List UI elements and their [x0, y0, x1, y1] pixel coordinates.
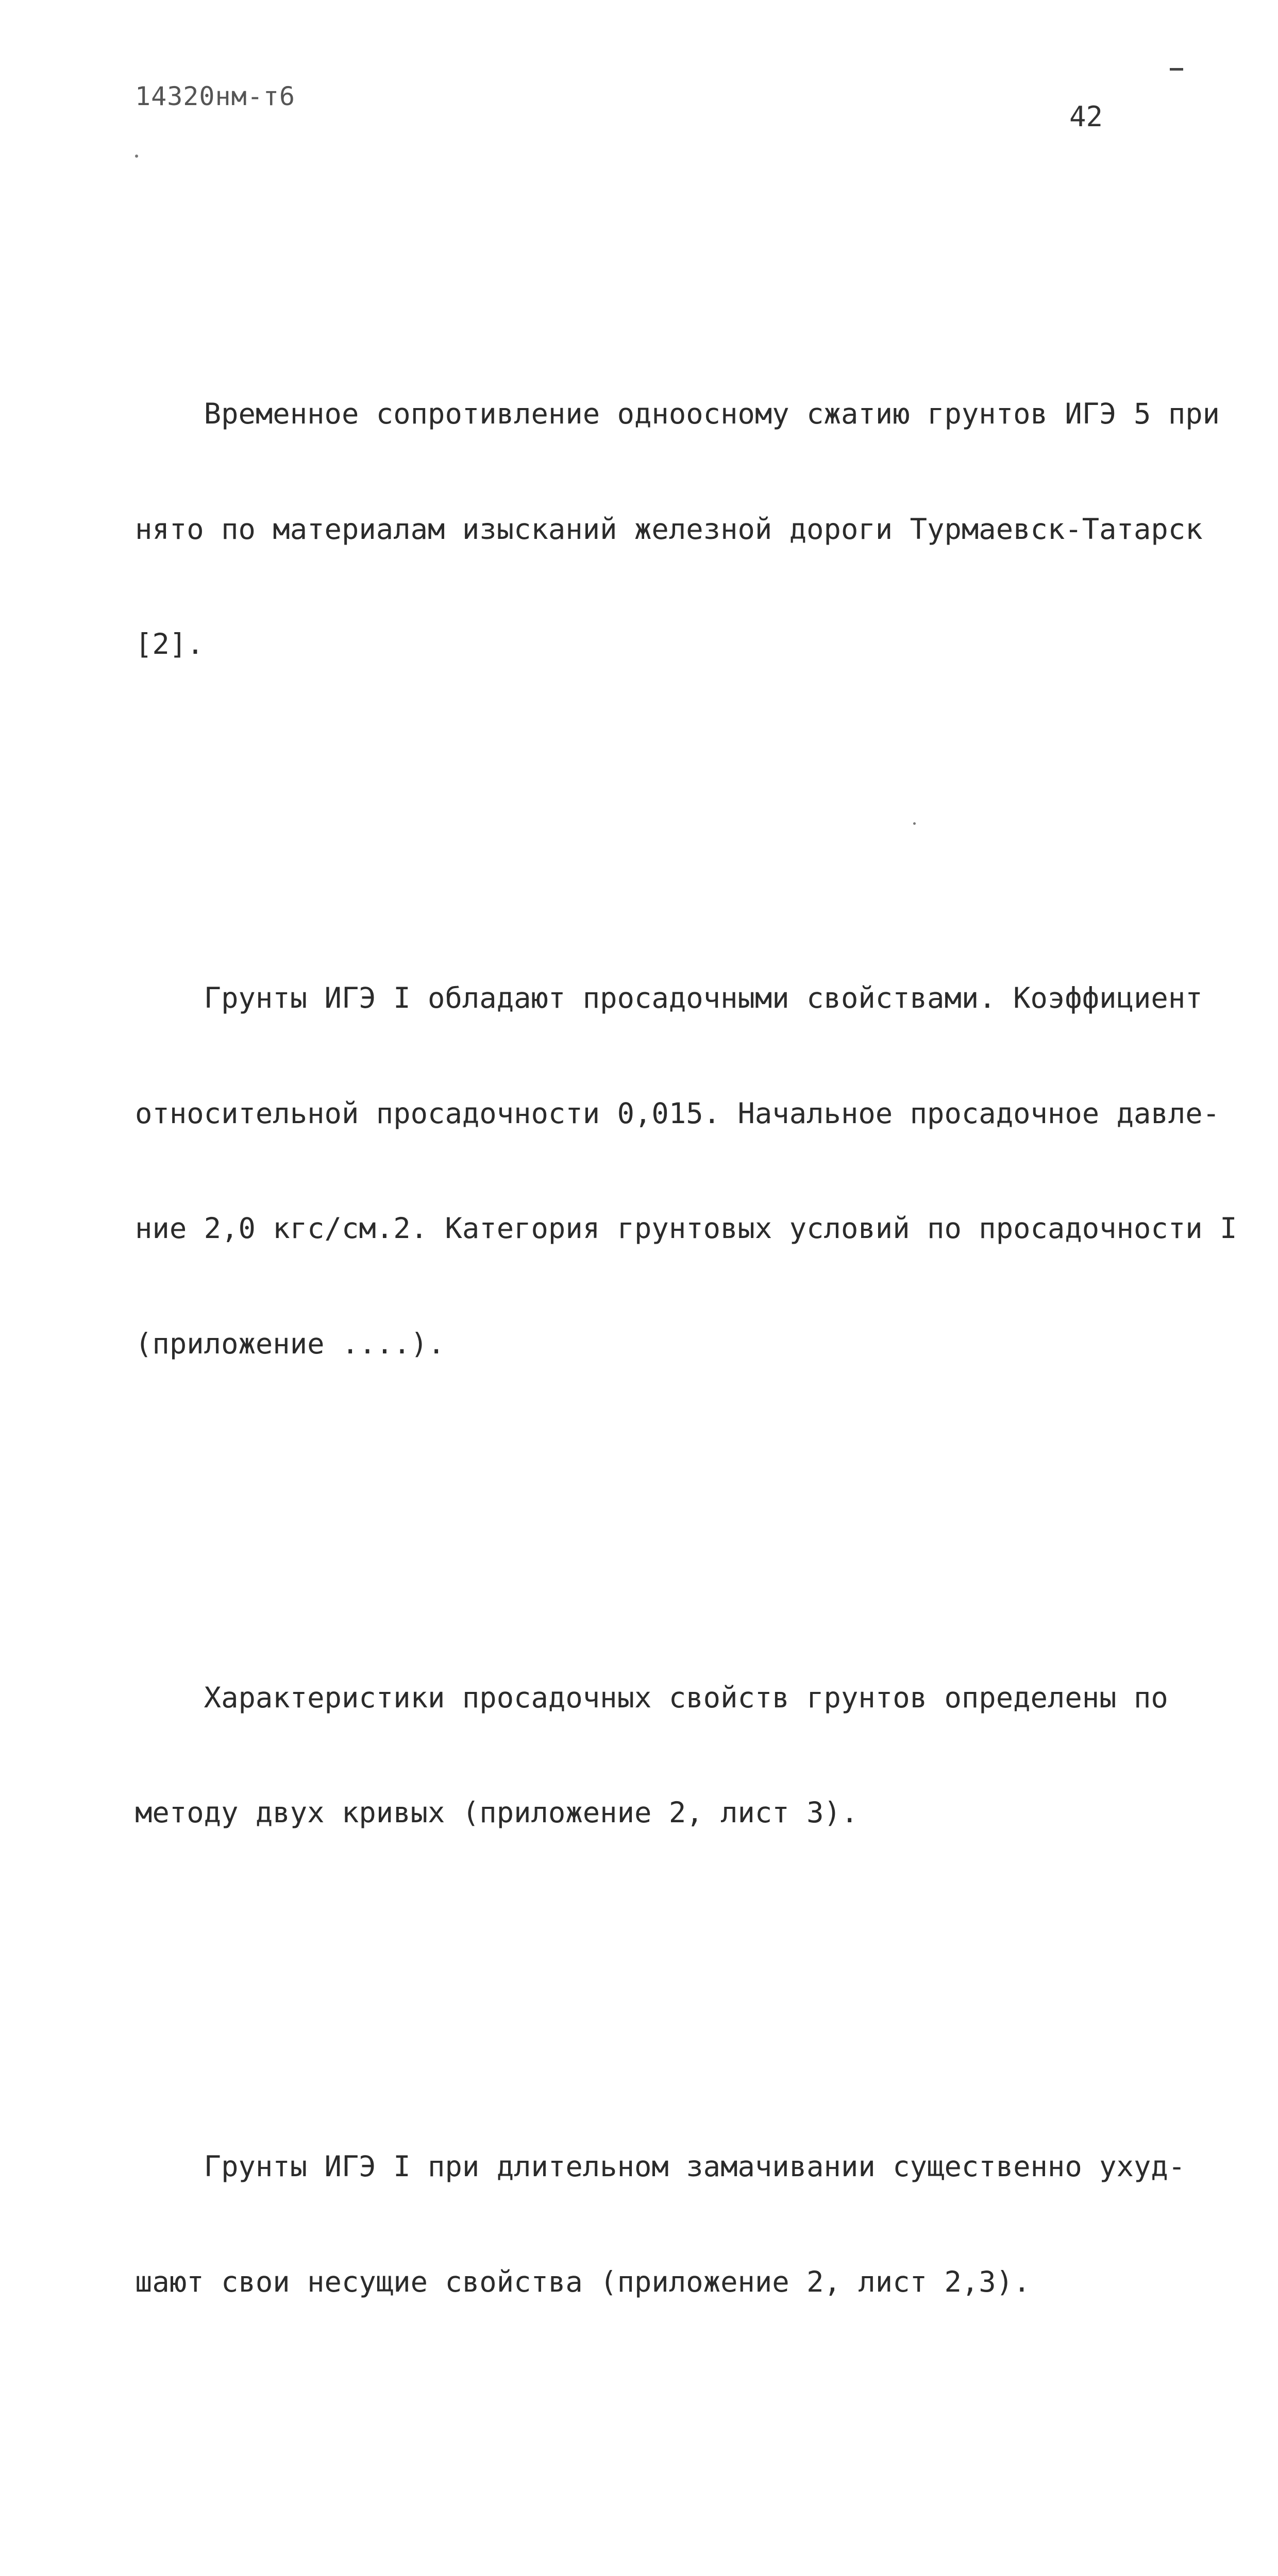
scan-mark — [1170, 68, 1183, 71]
text-line: [2]. — [135, 628, 204, 661]
page-number: 42 — [1069, 100, 1103, 133]
text-line: Характеристики просадочных свойств грунтов определены по — [135, 1681, 1168, 1715]
body-text — [135, 165, 1237, 2576]
paragraph-subsidence — [135, 903, 1237, 1440]
text-line: Временное сопротивление одноосному сжатию грунтов ИГЭ 5 при — [135, 397, 1220, 431]
text-line: Грунты ИГЭ I при длительном замачивании существенно ухуд- — [135, 2150, 1186, 2184]
text-line: нято по материалам изысканий железной дороги Турмаевск-Татарск — [135, 512, 1203, 546]
paragraph-compression-strength — [135, 318, 1220, 741]
document-code: 14320нм-т6 — [135, 81, 296, 111]
scan-speck — [135, 155, 138, 158]
paragraph-classification — [135, 2540, 1145, 2576]
text-line: Грунты ИГЭ I обладают просадочными свойствами. Коэффициент — [135, 981, 1203, 1015]
paragraph-characteristics — [135, 1602, 1168, 1909]
text-line: (приложение ....). — [135, 1327, 445, 1361]
text-line: относительной просадочности 0,015. Начальное просадочное давле- — [135, 1096, 1220, 1130]
text-line: ние 2,0 кгс/см.2. Категория грунтовых условий по просадочности I — [135, 1212, 1237, 1246]
text-line: шают свои несущие свойства (приложение 2, лист 2,3). — [135, 2265, 1031, 2299]
text-line: методу двух кривых (приложение 2, лист 3). — [135, 1796, 859, 1830]
paragraph-soaking — [135, 2071, 1186, 2378]
